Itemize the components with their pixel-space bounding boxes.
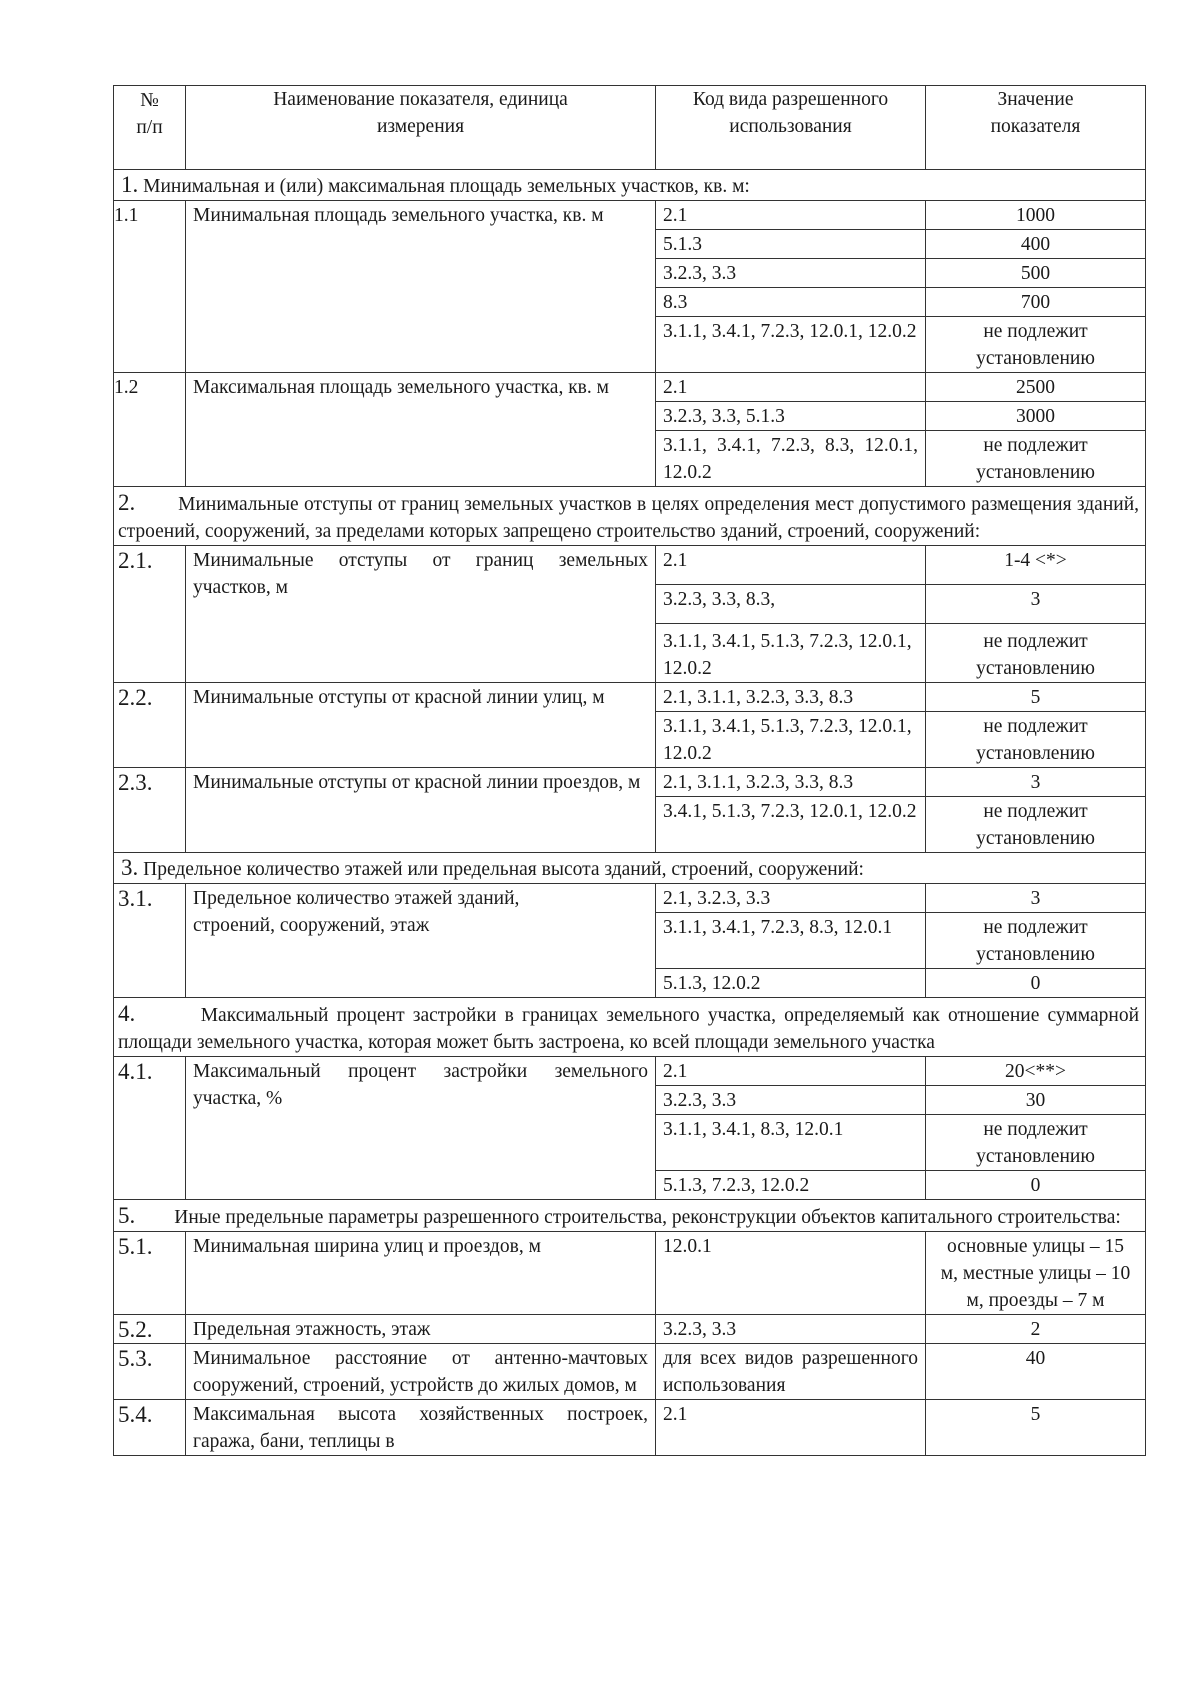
code-cell: 3.2.3, 3.3, 5.1.3 — [656, 402, 926, 431]
code-cell: 2.1 — [656, 201, 926, 230]
row-name: Минимальные отступы от красной линии улиц, м — [186, 683, 656, 768]
table-row — [114, 373, 1146, 402]
code-cell: 2.1 — [656, 1057, 926, 1086]
section-title-5: 5. Иные предельные параметры разрешенного строительства, реконструкции объектов капитального строительства: — [114, 1200, 1146, 1232]
value-cell: не подлежит установлению — [926, 431, 1146, 487]
row-name: Минимальная площадь земельного участка, кв. м — [186, 201, 656, 373]
code-cell: 3.1.1, 3.4.1, 8.3, 12.0.1 — [656, 1115, 926, 1171]
row-number: 5.3. — [114, 1344, 186, 1400]
header-code: Код вида разрешенного использования — [656, 86, 926, 170]
table-row — [114, 768, 1146, 797]
row-number: 2.2. — [114, 683, 186, 768]
table-row — [114, 1344, 1146, 1400]
section-row-2 — [114, 487, 1146, 546]
row-name: Минимальные отступы от границ земельных участков, м — [186, 546, 656, 683]
parameters-table — [113, 85, 1146, 1456]
row-name: Минимальная ширина улиц и проездов, м — [186, 1232, 656, 1315]
row-number: 2.3. — [114, 768, 186, 853]
value-cell: 40 — [926, 1344, 1146, 1400]
value-cell: 500 — [926, 259, 1146, 288]
value-cell: 3 — [926, 884, 1146, 913]
section-title-1: 1. Минимальная и (или) максимальная площадь земельных участков, кв. м: — [114, 170, 1146, 201]
code-cell: 3.1.1, 3.4.1, 7.2.3, 8.3, 12.0.1 — [656, 913, 926, 969]
value-cell: 400 — [926, 230, 1146, 259]
row-name: Минимальные отступы от красной линии проездов, м — [186, 768, 656, 853]
value-cell: не подлежит установлению — [926, 317, 1146, 373]
code-cell: 3.2.3, 3.3 — [656, 259, 926, 288]
code-cell: 3.4.1, 5.1.3, 7.2.3, 12.0.1, 12.0.2 — [656, 797, 926, 853]
value-cell: 5 — [926, 1400, 1146, 1456]
value-cell: не подлежит установлению — [926, 1115, 1146, 1171]
code-cell: 2.1 — [656, 546, 926, 585]
code-cell: 5.1.3 — [656, 230, 926, 259]
value-cell: не подлежит установлению — [926, 913, 1146, 969]
table-header-row — [114, 86, 1146, 170]
section-row-5 — [114, 1200, 1146, 1232]
value-cell: 0 — [926, 969, 1146, 998]
code-cell: для всех видов разрешенного использования — [656, 1344, 926, 1400]
value-cell: 20<**> — [926, 1057, 1146, 1086]
code-cell: 3.1.1, 3.4.1, 5.1.3, 7.2.3, 12.0.1, 12.0.2 — [656, 712, 926, 768]
value-cell: не подлежит установлению — [926, 712, 1146, 768]
row-number: 5.1. — [114, 1232, 186, 1315]
value-cell: 2500 — [926, 373, 1146, 402]
value-cell: 3 — [926, 768, 1146, 797]
table-row — [114, 1315, 1146, 1344]
value-cell: 700 — [926, 288, 1146, 317]
code-cell: 3.1.1, 3.4.1, 5.1.3, 7.2.3, 12.0.1, 12.0.2 — [656, 624, 926, 683]
code-cell: 3.2.3, 3.3, 8.3, — [656, 585, 926, 624]
row-name: Максимальный процент застройки земельного участка, % — [186, 1057, 656, 1200]
row-name: Предельная этажность, этаж — [186, 1315, 656, 1344]
row-number: 1.2 — [114, 373, 186, 487]
section-row-1 — [114, 170, 1146, 201]
header-value: Значение показателя — [926, 86, 1146, 170]
section-title-2: 2. Минимальные отступы от границ земельных участков в целях определения мест допустимого размещения зданий, строений, сооружений, за пределами которых запрещено строительство зданий, строений, сооружений: — [114, 487, 1146, 546]
code-cell: 3.1.1, 3.4.1, 7.2.3, 8.3, 12.0.1, 12.0.2 — [656, 431, 926, 487]
value-cell: 5 — [926, 683, 1146, 712]
row-number: 4.1. — [114, 1057, 186, 1200]
code-cell: 5.1.3, 7.2.3, 12.0.2 — [656, 1171, 926, 1200]
row-name: Минимальное расстояние от антенно-мачтовых сооружений, строений, устройств до жилых домов, м — [186, 1344, 656, 1400]
value-cell: 30 — [926, 1086, 1146, 1115]
section-row-3 — [114, 853, 1146, 884]
code-cell: 3.2.3, 3.3 — [656, 1315, 926, 1344]
code-cell: 2.1 — [656, 1400, 926, 1456]
value-cell: 3000 — [926, 402, 1146, 431]
code-cell: 2.1 — [656, 373, 926, 402]
table-row — [114, 683, 1146, 712]
row-name: Максимальная площадь земельного участка, кв. м — [186, 373, 656, 487]
value-cell: не подлежит установлению — [926, 797, 1146, 853]
code-cell: 8.3 — [656, 288, 926, 317]
section-row-4 — [114, 998, 1146, 1057]
code-cell: 12.0.1 — [656, 1232, 926, 1315]
section-title-4: 4. Максимальный процент застройки в границах земельного участка, определяемый как отношение суммарной площади земельного участка, которая может быть застроена, ко всей площади земельного участка — [114, 998, 1146, 1057]
value-cell: 2 — [926, 1315, 1146, 1344]
value-cell: 0 — [926, 1171, 1146, 1200]
table-row — [114, 546, 1146, 585]
table-row — [114, 1057, 1146, 1086]
header-name: Наименование показателя, единица измерения — [186, 86, 656, 170]
row-number: 5.2. — [114, 1315, 186, 1344]
code-cell: 2.1, 3.1.1, 3.2.3, 3.3, 8.3 — [656, 683, 926, 712]
table-row — [114, 201, 1146, 230]
row-number: 5.4. — [114, 1400, 186, 1456]
value-cell: не подлежит установлению — [926, 624, 1146, 683]
code-cell: 5.1.3, 12.0.2 — [656, 969, 926, 998]
table-row — [114, 1232, 1146, 1315]
row-number: 2.1. — [114, 546, 186, 683]
value-cell: 1-4 <*> — [926, 546, 1146, 585]
code-cell: 3.2.3, 3.3 — [656, 1086, 926, 1115]
value-cell: 1000 — [926, 201, 1146, 230]
value-cell: 3 — [926, 585, 1146, 624]
header-number: № п/п — [114, 86, 186, 170]
table-row — [114, 884, 1146, 913]
section-title-3: 3. Предельное количество этажей или предельная высота зданий, строений, сооружений: — [114, 853, 1146, 884]
value-cell: основные улицы – 15 м, местные улицы – 10 м, проезды – 7 м — [926, 1232, 1146, 1315]
row-number: 3.1. — [114, 884, 186, 998]
row-number: 1.1 — [114, 201, 186, 373]
row-name: Максимальная высота хозяйственных построек, гаража, бани, теплицы в — [186, 1400, 656, 1456]
code-cell: 3.1.1, 3.4.1, 7.2.3, 12.0.1, 12.0.2 — [656, 317, 926, 373]
code-cell: 2.1, 3.1.1, 3.2.3, 3.3, 8.3 — [656, 768, 926, 797]
row-name: Предельное количество этажей зданий, строений, сооружений, этаж — [186, 884, 656, 998]
code-cell: 2.1, 3.2.3, 3.3 — [656, 884, 926, 913]
table-row — [114, 1400, 1146, 1456]
